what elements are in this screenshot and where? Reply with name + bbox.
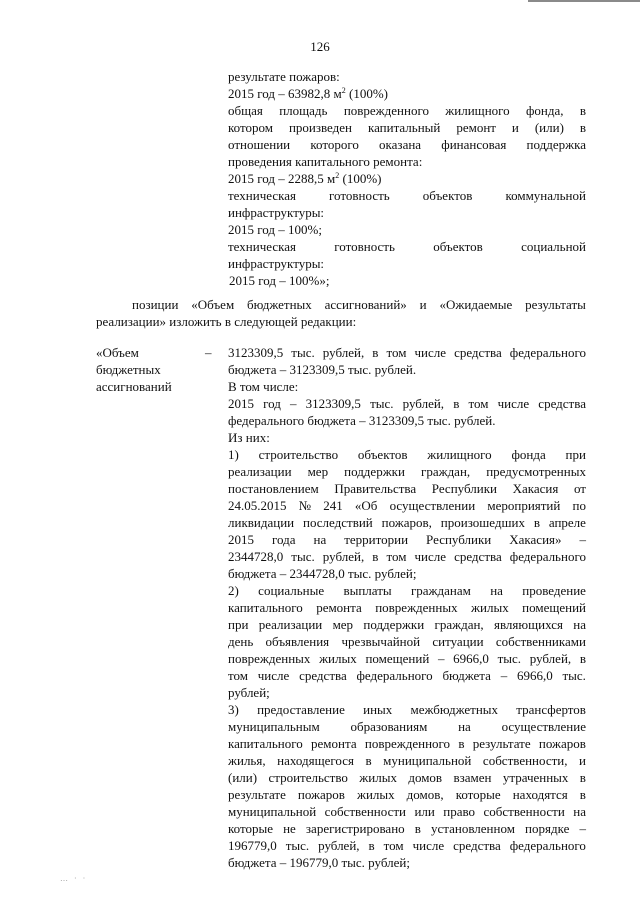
word: ликвидации <box>228 515 295 530</box>
word: в <box>579 770 586 785</box>
justified-line <box>228 837 586 854</box>
justified-line <box>228 667 586 684</box>
justified-line <box>228 786 586 803</box>
justified-line <box>228 102 586 119</box>
word: котором <box>228 120 273 135</box>
word: – <box>500 668 508 683</box>
word: пожаров <box>297 787 345 802</box>
word: Хакасия <box>512 481 559 496</box>
justified-line <box>228 701 586 718</box>
word: реализации <box>258 617 323 632</box>
word: объектов <box>433 239 483 254</box>
word: средства <box>454 549 502 564</box>
word: зарегистрировано <box>305 821 405 836</box>
word: средства <box>299 668 347 683</box>
word: осуществлении <box>389 498 476 513</box>
justified-line <box>228 599 586 616</box>
word: результаты <box>525 297 586 312</box>
word: числе <box>414 549 447 564</box>
word: в <box>453 396 460 411</box>
word: ремонт <box>456 120 496 135</box>
word: межбюджетных <box>410 702 499 717</box>
word: поврежденного <box>343 103 429 118</box>
word: 2015 <box>228 396 254 411</box>
word: 6966,0 <box>516 668 553 683</box>
word: поврежденных <box>375 600 458 615</box>
word: средства <box>454 345 502 360</box>
word: постановлением <box>228 481 319 496</box>
word: являющихся <box>493 617 563 632</box>
word: том <box>386 549 407 564</box>
justified-line <box>228 136 586 153</box>
word: тыс. <box>285 838 310 853</box>
word: жилищного <box>427 447 492 462</box>
text-line: бюджета – 3123309,5 тыс. рублей. <box>228 362 417 377</box>
word: общая <box>228 103 263 118</box>
word: капитальный <box>367 120 441 135</box>
word: собственности, <box>482 753 568 768</box>
word: на <box>313 532 327 547</box>
word: граждан, <box>420 464 471 479</box>
justified-line <box>228 548 586 565</box>
word: 2344728,0 <box>228 549 284 564</box>
word: иных <box>363 702 393 717</box>
word: социальной <box>521 239 586 254</box>
word: находятся <box>512 787 568 802</box>
word: Республики <box>426 532 492 547</box>
word: по <box>572 498 586 513</box>
word: жилых <box>471 600 509 615</box>
word: муниципальной <box>383 753 472 768</box>
word: «Объем <box>191 297 235 312</box>
word: территории <box>344 532 409 547</box>
word: произошедших <box>440 515 525 530</box>
word: в <box>365 753 372 768</box>
section-label <box>96 344 206 395</box>
justified-line <box>228 514 586 531</box>
word: коммунальной <box>505 188 586 203</box>
word: «Об <box>354 498 378 513</box>
word: 6966,0 <box>453 651 489 666</box>
word: проведение <box>522 583 586 598</box>
word: ассигнований» <box>324 297 407 312</box>
justified-line <box>228 769 586 786</box>
word: в <box>372 549 379 564</box>
word: ремонта <box>316 600 362 615</box>
word: рублей, <box>402 396 445 411</box>
word: рублей, <box>322 549 365 564</box>
word: 2015 <box>228 532 254 547</box>
word: порядке <box>525 821 570 836</box>
word: 3123309,5 <box>305 396 361 411</box>
word: муниципальным <box>228 719 320 734</box>
word: домов <box>408 770 443 785</box>
word: или <box>414 804 435 819</box>
word: ремонта <box>311 736 357 751</box>
word: рублей, <box>318 838 360 853</box>
justified-line <box>228 119 586 136</box>
text-line: результате пожаров: <box>228 69 340 84</box>
word: числе <box>414 345 447 360</box>
word: техническая <box>228 188 296 203</box>
word: числе <box>257 668 290 683</box>
word: федерального <box>509 549 586 564</box>
word: (или) <box>534 120 564 135</box>
word: фонда <box>511 447 546 462</box>
word: федерального <box>509 345 586 360</box>
text-line: федерального бюджета – 3123309,5 тыс. рублей. <box>228 413 496 428</box>
word: в <box>458 736 465 751</box>
word: мер <box>332 617 354 632</box>
word: муниципальной <box>228 804 317 819</box>
word: пожаров <box>538 736 586 751</box>
word: федерального <box>509 838 586 853</box>
word: граждан, <box>434 617 484 632</box>
word: мер <box>307 464 329 479</box>
word: в <box>372 345 379 360</box>
justified-line <box>228 497 586 514</box>
word: жилых <box>319 651 357 666</box>
word: строительство <box>258 447 339 462</box>
word: объявления <box>265 634 330 649</box>
word: отношении <box>228 137 291 152</box>
word: помещений <box>365 651 430 666</box>
word: поддержки <box>344 464 405 479</box>
word: федерального <box>356 668 433 683</box>
word: осуществление <box>501 719 586 734</box>
text-line: бюджета – 196779,0 тыс. рублей; <box>228 855 410 870</box>
word: помещений <box>522 600 586 615</box>
word: и <box>579 753 586 768</box>
text-line: 2015 год – 100%»; <box>229 273 330 288</box>
word: которые <box>228 821 273 836</box>
word: средства <box>453 838 501 853</box>
word: № <box>298 498 312 513</box>
word: фонда, <box>525 103 564 118</box>
justified-line <box>228 633 586 650</box>
word: при <box>565 447 586 462</box>
word: 2) <box>228 583 239 598</box>
text-line: проведения капитального ремонта: <box>228 154 423 169</box>
text-line: Из них: <box>228 430 270 445</box>
word: день <box>228 634 254 649</box>
area-repair-line: 2015 год – 2288,5 $м^2$ (100%) <box>228 171 382 186</box>
word: 3) <box>228 702 239 717</box>
word: в <box>579 103 586 118</box>
word: утраченных <box>502 770 569 785</box>
word: 196779,0 <box>228 838 277 853</box>
word: мероприятий <box>487 498 561 513</box>
word: на <box>573 804 586 819</box>
justified-line <box>228 480 586 497</box>
word: жилых <box>359 770 397 785</box>
word: финансовая <box>441 137 507 152</box>
word: и <box>511 120 519 135</box>
word: поврежденных <box>228 651 311 666</box>
word: находящегося <box>277 753 354 768</box>
word: жилых <box>356 787 395 802</box>
word: Республики <box>431 481 497 496</box>
text-line: инфраструктуры: <box>228 256 325 271</box>
word: готовность <box>334 239 395 254</box>
word: оказана <box>379 137 422 152</box>
word: которого <box>310 137 359 152</box>
word: социальные <box>258 583 325 598</box>
word: поврежденного <box>364 736 451 751</box>
word: на <box>573 617 586 632</box>
continuation-block <box>228 68 586 289</box>
word: числе <box>497 396 530 411</box>
word: техническая <box>228 239 296 254</box>
word: бюджета <box>442 668 491 683</box>
word: объектов <box>357 447 408 462</box>
top-edge-rule <box>528 0 640 2</box>
word: том <box>386 345 407 360</box>
word: – <box>290 396 297 411</box>
justified-line <box>228 752 586 769</box>
text-line: реализации» изложить в следующей редакции: <box>96 314 357 329</box>
word: том <box>228 668 248 683</box>
word: собственниками <box>495 634 586 649</box>
word: в <box>579 651 586 666</box>
word: на <box>458 719 471 734</box>
word: 24.05.2015 <box>228 498 287 513</box>
text-line: рублей; <box>228 685 270 700</box>
justified-line <box>96 296 586 313</box>
word: в <box>579 787 586 802</box>
word: которые <box>455 787 501 802</box>
word: предоставление <box>257 702 345 717</box>
word: последствий <box>303 515 373 530</box>
word: тыс. <box>291 345 315 360</box>
page-number: 126 <box>310 39 330 54</box>
word: 1) <box>228 447 239 462</box>
word: результате <box>228 787 286 802</box>
word: собственности <box>324 804 406 819</box>
word: произведен <box>288 120 352 135</box>
word: капитального <box>228 736 303 751</box>
area-2015-line: 2015 год – 63982,8 $м^2$ (100%) <box>228 86 388 101</box>
justified-line <box>228 803 586 820</box>
justified-line <box>228 616 586 633</box>
justified-line <box>228 395 586 412</box>
word: при <box>228 617 249 632</box>
word: в <box>533 515 540 530</box>
word: пожаров, <box>381 515 432 530</box>
word: установленном <box>430 821 515 836</box>
text-line: 2015 год – 100%; <box>228 222 322 237</box>
word: жилья, <box>228 753 266 768</box>
word: рублей, <box>322 345 365 360</box>
word: от <box>573 481 586 496</box>
justified-line <box>228 718 586 735</box>
word: площадь <box>279 103 328 118</box>
word: на <box>490 583 503 598</box>
justified-line <box>228 344 586 361</box>
justified-line <box>228 650 586 667</box>
word: капитального <box>228 600 303 615</box>
word: строительство <box>268 770 348 785</box>
text-line: инфраструктуры: <box>228 205 325 220</box>
word: позиции <box>132 297 179 312</box>
justified-line <box>228 820 586 837</box>
justified-line <box>228 531 586 548</box>
word: – <box>579 532 586 547</box>
word: собственности <box>483 804 565 819</box>
budget-body <box>228 344 586 871</box>
word: право <box>443 804 476 819</box>
justified-line <box>228 735 586 752</box>
word: домов, <box>406 787 444 802</box>
text-line: бюджета – 2344728,0 тыс. рублей; <box>228 566 417 581</box>
word: объектов <box>422 188 473 203</box>
word: поддержки <box>363 617 425 632</box>
word: тыс. <box>291 549 315 564</box>
label-line: «Объем <box>96 345 139 360</box>
word: чрезвычайной <box>341 634 421 649</box>
word: образованиям <box>350 719 428 734</box>
word: числе <box>412 838 445 853</box>
word: бюджетных <box>247 297 312 312</box>
word: 241 <box>323 498 343 513</box>
text-line: В том числе: <box>228 379 299 394</box>
word: выплаты <box>343 583 392 598</box>
word: и <box>419 297 427 312</box>
justified-line <box>228 582 586 599</box>
word: трансфертов <box>516 702 586 717</box>
word: – <box>437 651 445 666</box>
word: готовность <box>329 188 390 203</box>
word: Хакасия» <box>509 532 562 547</box>
label-line: бюджетных <box>96 362 161 377</box>
word: апреле <box>548 515 586 530</box>
word: Правительства <box>334 481 417 496</box>
word: результате <box>472 736 531 751</box>
word: не <box>283 821 296 836</box>
label-line: ассигнований <box>96 379 172 394</box>
word: жилищного <box>445 103 510 118</box>
word: тыс. <box>370 396 394 411</box>
word: поддержка <box>526 137 586 152</box>
word: (или) <box>228 770 258 785</box>
word: тыс. <box>497 651 522 666</box>
word: рублей, <box>529 651 572 666</box>
word: в <box>414 821 421 836</box>
justified-line <box>228 238 586 255</box>
word: 3123309,5 <box>228 345 284 360</box>
word: гражданам <box>410 583 471 598</box>
justified-line <box>228 187 586 204</box>
word: в <box>368 838 375 853</box>
word: тыс. <box>562 668 586 683</box>
justified-line <box>228 463 586 480</box>
word: реализации <box>228 464 292 479</box>
word: том <box>383 838 404 853</box>
word: «Ожидаемые <box>439 297 513 312</box>
word: – <box>579 821 586 836</box>
word: том <box>468 396 489 411</box>
word: ситуации <box>432 634 484 649</box>
word: предусмотренных <box>486 464 586 479</box>
word: взамен <box>453 770 492 785</box>
word: средства <box>538 396 586 411</box>
label-dash: – <box>205 345 212 360</box>
footer-mark: … · · <box>60 874 88 883</box>
intro-paragraph <box>96 296 586 330</box>
word: год <box>263 396 281 411</box>
word: в <box>579 120 586 135</box>
word: года <box>271 532 296 547</box>
justified-line <box>228 446 586 463</box>
